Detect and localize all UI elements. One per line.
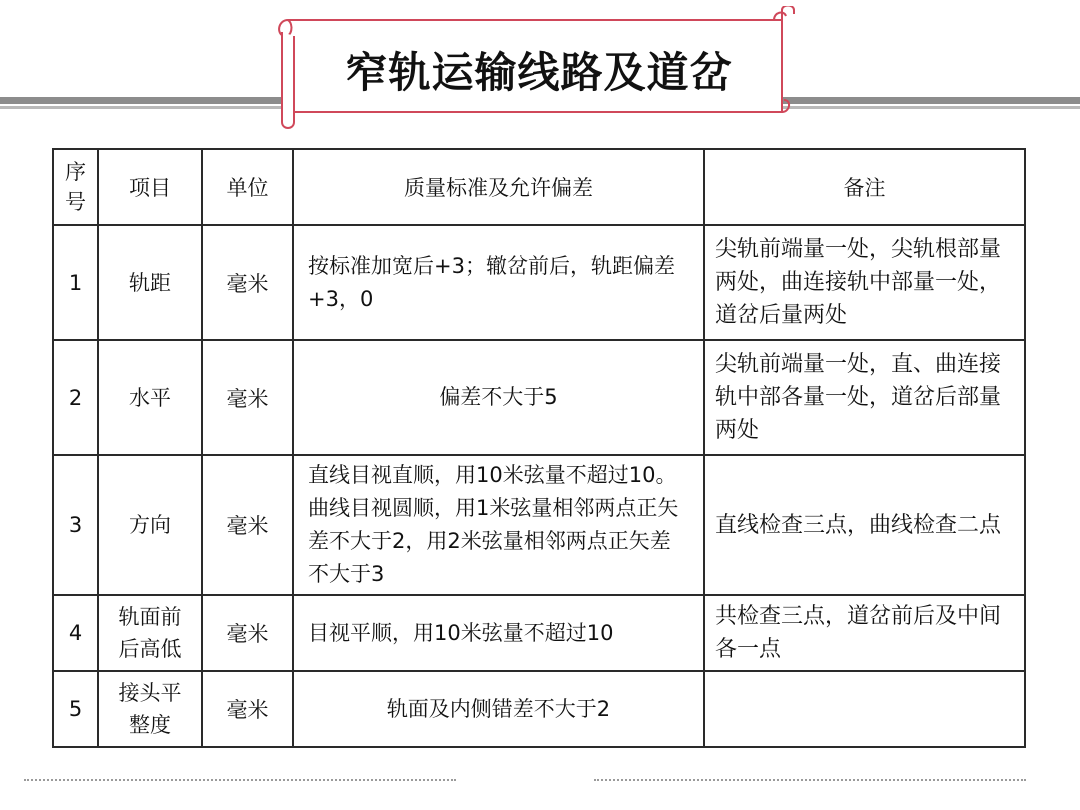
table-row bbox=[53, 595, 1025, 671]
cell-standard: 轨面及内侧错差不大于2 bbox=[293, 671, 704, 747]
header-note: 备注 bbox=[704, 149, 1025, 225]
cell-note: 尖轨前端量一处，直、曲连接轨中部各量一处，道岔后部量两处 bbox=[704, 340, 1025, 455]
cell-unit: 毫米 bbox=[202, 225, 293, 340]
table-row bbox=[53, 671, 1025, 747]
table-row bbox=[53, 340, 1025, 455]
cell-note: 共检查三点，道岔前后及中间各一点 bbox=[704, 595, 1025, 671]
cell-standard: 偏差不大于5 bbox=[293, 340, 704, 455]
cell-standard: 按标准加宽后+3；辙岔前后，轨距偏差+3，0 bbox=[293, 225, 704, 340]
cell-item: 接头平整度 bbox=[98, 671, 202, 747]
cell-standard: 目视平顺，用10米弦量不超过10 bbox=[293, 595, 704, 671]
cell-idx: 4 bbox=[53, 595, 98, 671]
cell-item: 方向 bbox=[98, 455, 202, 595]
cell-idx: 5 bbox=[53, 671, 98, 747]
cell-item: 轨面前后高低 bbox=[98, 595, 202, 671]
cell-idx: 1 bbox=[53, 225, 98, 340]
table-row bbox=[53, 455, 1025, 595]
footer-dotted-line-right bbox=[594, 779, 1026, 781]
cell-unit: 毫米 bbox=[202, 671, 293, 747]
header-item: 项目 bbox=[98, 149, 202, 225]
page-title: 窄轨运输线路及道岔 bbox=[345, 48, 733, 97]
cell-standard: 直线目视直顺，用10米弦量不超过10。曲线目视圆顺，用1米弦量相邻两点正矢差不大于2，用2米弦量相邻两点正矢差不大于3 bbox=[293, 455, 704, 595]
cell-unit: 毫米 bbox=[202, 455, 293, 595]
header-unit: 单位 bbox=[202, 149, 293, 225]
cell-unit: 毫米 bbox=[202, 595, 293, 671]
cell-unit: 毫米 bbox=[202, 340, 293, 455]
table-row bbox=[53, 225, 1025, 340]
header-standard: 质量标准及允许偏差 bbox=[293, 149, 704, 225]
cell-note: 直线检查三点，曲线检查二点 bbox=[704, 455, 1025, 595]
cell-note: 尖轨前端量一处，尖轨根部量两处，曲连接轨中部量一处，道岔后量两处 bbox=[704, 225, 1025, 340]
table-header-row bbox=[53, 149, 1025, 225]
cell-item: 水平 bbox=[98, 340, 202, 455]
footer-dotted-line-left bbox=[24, 779, 456, 781]
quality-standard-table bbox=[52, 148, 1026, 748]
cell-idx: 2 bbox=[53, 340, 98, 455]
cell-idx: 3 bbox=[53, 455, 98, 595]
cell-item: 轨距 bbox=[98, 225, 202, 340]
header-idx: 序号 bbox=[53, 149, 98, 225]
cell-note bbox=[704, 671, 1025, 747]
